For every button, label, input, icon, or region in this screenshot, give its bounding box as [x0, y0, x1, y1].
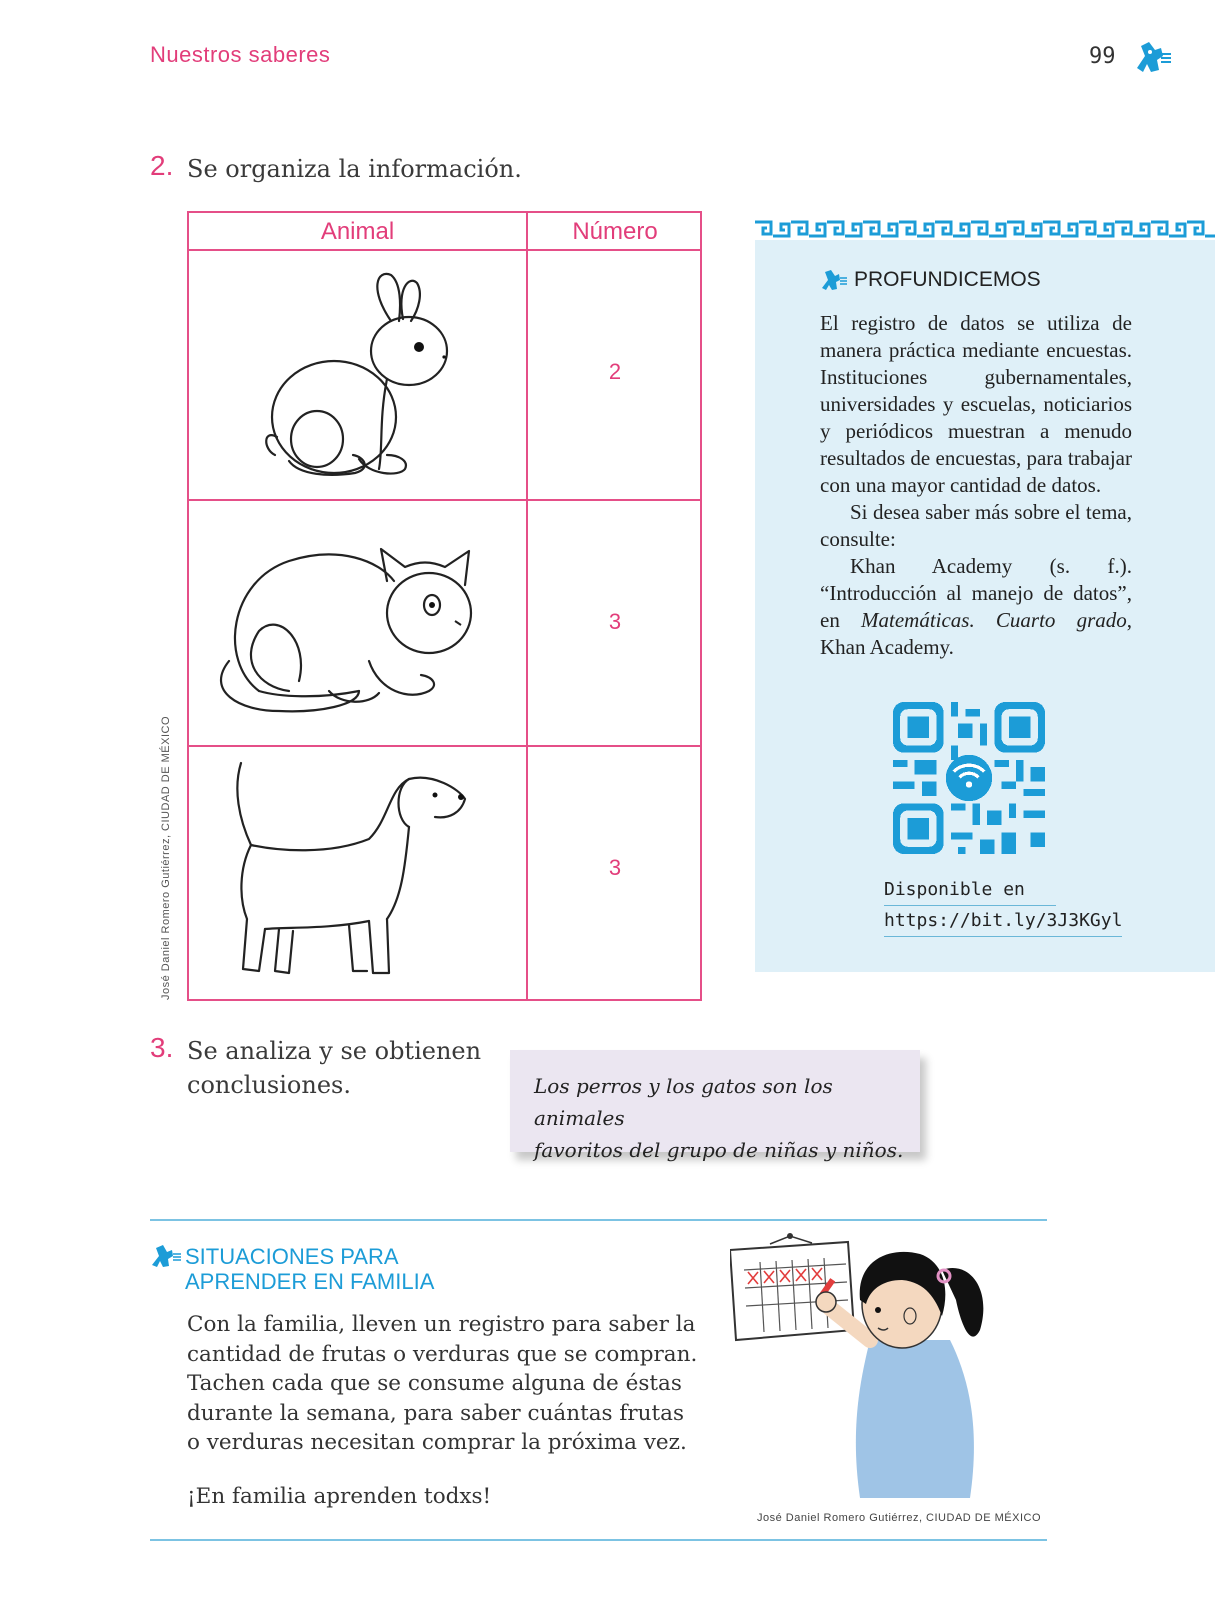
step-number-2: 2. [150, 150, 174, 181]
illustration-credit: José Daniel Romero Gutiérrez, CIUDAD DE MÉXICO [757, 1512, 1042, 1524]
dog-illustration [229, 759, 469, 984]
dog-count: 3 [608, 855, 622, 880]
section-divider-bottom [150, 1539, 1047, 1541]
profundicemos-header [820, 268, 1041, 292]
step-3-line-1: Se analiza y se obtienen [187, 1037, 482, 1065]
reference-title: Matemáticas. Cuarto grado [861, 608, 1127, 632]
family-line: Con la familia, lleven un registro para saber la [187, 1312, 696, 1337]
family-instructions [187, 1310, 707, 1458]
family-section-title [185, 1244, 434, 1294]
profundicemos-paragraph-1: El registro de datos se utiliza de manera práctica mediante encuestas. Instituciones gubernamentales, universidades y escuelas, noticiarios y periódicos muestran a menudo resultados de encuestas, para trabajar con una mayor cantidad de datos. [820, 311, 1132, 497]
page-number: 99 [1089, 44, 1116, 69]
illustration-credit-vertical: José Daniel Romero Gutiérrez, CIUDAD DE MÉXICO [160, 715, 172, 1000]
family-closing: ¡En familia aprenden todxs! [187, 1484, 492, 1509]
conclusion-line-2: favoritos del grupo de niñas y niños. [534, 1138, 904, 1162]
family-line: durante la semana, para saber cuántas frutas [187, 1400, 684, 1426]
step-2-text: Se organiza la información. [187, 155, 522, 183]
cat-illustration [219, 541, 479, 721]
table-row [189, 747, 700, 1001]
reference-author: Khan Academy (s. f.). “Introducción al manejo de datos”, en [820, 554, 1132, 632]
conclusion-text [534, 1070, 914, 1166]
table-row [189, 501, 700, 747]
section-title: Nuestros saberes [150, 42, 331, 67]
conclusion-line-1: Los perros y los gatos son los animales [534, 1074, 833, 1130]
section-divider-top [150, 1219, 1047, 1221]
family-line: o verduras necesitan comprar la próxima vez. [187, 1430, 687, 1455]
qr-label: Disponible en [884, 875, 1056, 906]
hand-logo-icon [1133, 38, 1173, 76]
animal-count-table [187, 211, 702, 1001]
header-animal: Animal [320, 218, 395, 245]
profundicemos-paragraph-2: Si desea saber más sobre el tema, consulte: [820, 500, 1132, 551]
step-3-line-2: conclusiones. [187, 1071, 351, 1099]
reference-publisher: , Khan Academy. [820, 608, 1132, 659]
rabbit-count: 2 [608, 359, 622, 384]
family-line: Tachen cada que se consume alguna de éstas [187, 1371, 682, 1396]
qr-caption [884, 875, 1122, 937]
hand-logo-icon [150, 1243, 182, 1269]
conclusion-note [510, 1050, 920, 1162]
family-line: cantidad de frutas o verduras que se compran. [187, 1341, 698, 1367]
qr-code[interactable] [893, 702, 1045, 854]
rabbit-illustration [259, 269, 459, 484]
cat-count: 3 [608, 609, 622, 634]
table-header-row [189, 213, 700, 251]
profundicemos-text [820, 310, 1132, 661]
hand-logo-icon [820, 268, 848, 292]
step-number-3: 3. [150, 1032, 174, 1063]
qr-link[interactable]: https://bit.ly/3J3KGyl [884, 906, 1122, 937]
table-row [189, 251, 700, 501]
profundicemos-reference [820, 553, 1132, 661]
girl-marking-calendar-illustration [730, 1230, 1020, 1500]
header-number: Número [572, 218, 658, 245]
profundicemos-title: PROFUNDICEMOS [854, 268, 1041, 291]
greek-key-border [755, 218, 1215, 240]
family-title-line-1: SITUACIONES PARA [185, 1244, 399, 1269]
family-title-line-2: APRENDER EN FAMILIA [185, 1269, 435, 1294]
